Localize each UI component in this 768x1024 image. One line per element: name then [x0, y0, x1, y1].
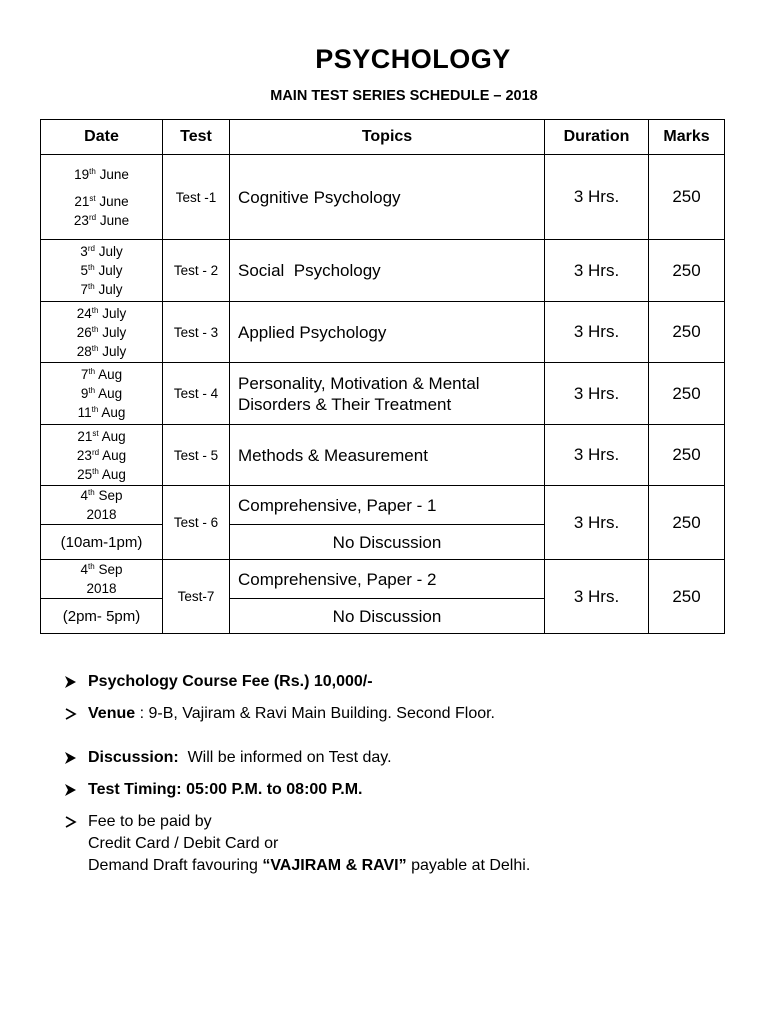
date-cell — [41, 425, 163, 486]
topic-cell: Methods & Measurement — [230, 425, 545, 486]
arrow-bullet-icon — [62, 671, 80, 693]
date-cell — [41, 560, 163, 599]
date-line: 21st Aug — [77, 428, 126, 444]
test-cell: Test -1 — [163, 155, 230, 240]
note-cell: No Discussion — [230, 599, 545, 634]
table-row — [41, 240, 725, 302]
duration-cell: 3 Hrs. — [545, 560, 649, 634]
document-title: PSYCHOLOGY — [315, 44, 511, 74]
topic-cell: Comprehensive, Paper - 1 — [230, 486, 545, 525]
date-cell — [41, 363, 163, 425]
date-line: 7th July — [80, 282, 123, 297]
date-line: 23rd June — [73, 212, 130, 228]
date-line: 4th Sep — [80, 562, 123, 577]
time-cell: (2pm- 5pm) — [41, 599, 163, 634]
date-line: 19th June — [74, 166, 129, 182]
table-row — [41, 363, 725, 425]
marks-cell: 250 — [649, 486, 725, 560]
date-line: 11th Aug — [77, 405, 126, 420]
date-cell — [41, 155, 163, 240]
header-test: Test — [163, 120, 230, 155]
header-topics: Topics — [230, 120, 545, 155]
test-cell: Test - 6 — [163, 486, 230, 560]
duration-cell: 3 Hrs. — [545, 363, 649, 425]
date-line: 24th July — [76, 305, 127, 321]
date-line: 21st June — [74, 193, 129, 209]
fee-note: Psychology Course Fee (Rs.) 10,000/- — [62, 671, 768, 693]
marks-cell: 250 — [649, 240, 725, 302]
payment-note — [62, 811, 768, 877]
topic-cell: Cognitive Psychology — [230, 155, 545, 240]
date-line: 9th Aug — [80, 386, 123, 401]
topic-cell: Social Psychology — [230, 240, 545, 302]
date-line: 5th July — [80, 263, 123, 278]
header-duration: Duration — [545, 120, 649, 155]
topic-cell: Comprehensive, Paper - 2 — [230, 560, 545, 599]
time-cell: (10am-1pm) — [41, 525, 163, 560]
discussion-note: Discussion: Will be informed on Test day. — [62, 747, 768, 769]
date-line: 3rd July — [80, 244, 123, 259]
date-line: 7th Aug — [80, 367, 123, 382]
duration-cell: 3 Hrs. — [545, 425, 649, 486]
table-row — [41, 425, 725, 486]
marks-cell: 250 — [649, 560, 725, 634]
date-cell — [41, 302, 163, 363]
payment-line-3: Demand Draft favouring “VAJIRAM & RAVI” payable at Delhi. — [88, 857, 531, 874]
table-row — [41, 302, 725, 363]
test-cell: Test - 3 — [163, 302, 230, 363]
marks-cell: 250 — [649, 155, 725, 240]
venue-note: Venue : 9-B, Vajiram & Ravi Main Building. Second Floor. — [62, 703, 768, 725]
duration-cell: 3 Hrs. — [545, 155, 649, 240]
topic-cell: Personality, Motivation & Mental Disorders & Their Treatment — [230, 363, 545, 425]
date-year: 2018 — [86, 581, 117, 596]
duration-cell: 3 Hrs. — [545, 486, 649, 560]
duration-cell: 3 Hrs. — [545, 302, 649, 363]
table-row — [41, 155, 725, 240]
arrow-bullet-icon — [62, 779, 80, 801]
marks-cell: 250 — [649, 363, 725, 425]
date-line: 25th Aug — [77, 466, 126, 482]
marks-cell: 250 — [649, 425, 725, 486]
arrow-bullet-icon — [62, 811, 80, 833]
date-cell — [41, 240, 163, 302]
payment-line-1: Fee to be paid by — [88, 813, 212, 830]
header-marks: Marks — [649, 120, 725, 155]
arrow-bullet-icon — [62, 703, 80, 725]
timing-note: Test Timing: 05:00 P.M. to 08:00 P.M. — [62, 779, 768, 801]
test-cell: Test-7 — [163, 560, 230, 634]
header-date: Date — [41, 120, 163, 155]
marks-cell: 250 — [649, 302, 725, 363]
date-line: 26th July — [76, 324, 127, 340]
date-line: 4th Sep — [80, 488, 123, 503]
arrow-bullet-icon — [62, 747, 80, 769]
test-cell: Test - 2 — [163, 240, 230, 302]
topic-cell: Applied Psychology — [230, 302, 545, 363]
date-cell — [41, 486, 163, 525]
header-row — [41, 120, 725, 155]
date-line: 23rd Aug — [76, 447, 127, 463]
date-line: 28th July — [76, 343, 127, 359]
table-row — [41, 560, 725, 599]
payment-line-2: Credit Card / Debit Card or — [88, 835, 279, 852]
note-cell: No Discussion — [230, 525, 545, 560]
document-subtitle: MAIN TEST SERIES SCHEDULE – 2018 — [270, 88, 538, 104]
schedule-table — [40, 119, 725, 634]
duration-cell: 3 Hrs. — [545, 240, 649, 302]
table-row — [41, 486, 725, 525]
test-cell: Test - 5 — [163, 425, 230, 486]
date-year: 2018 — [86, 507, 117, 522]
test-cell: Test - 4 — [163, 363, 230, 425]
